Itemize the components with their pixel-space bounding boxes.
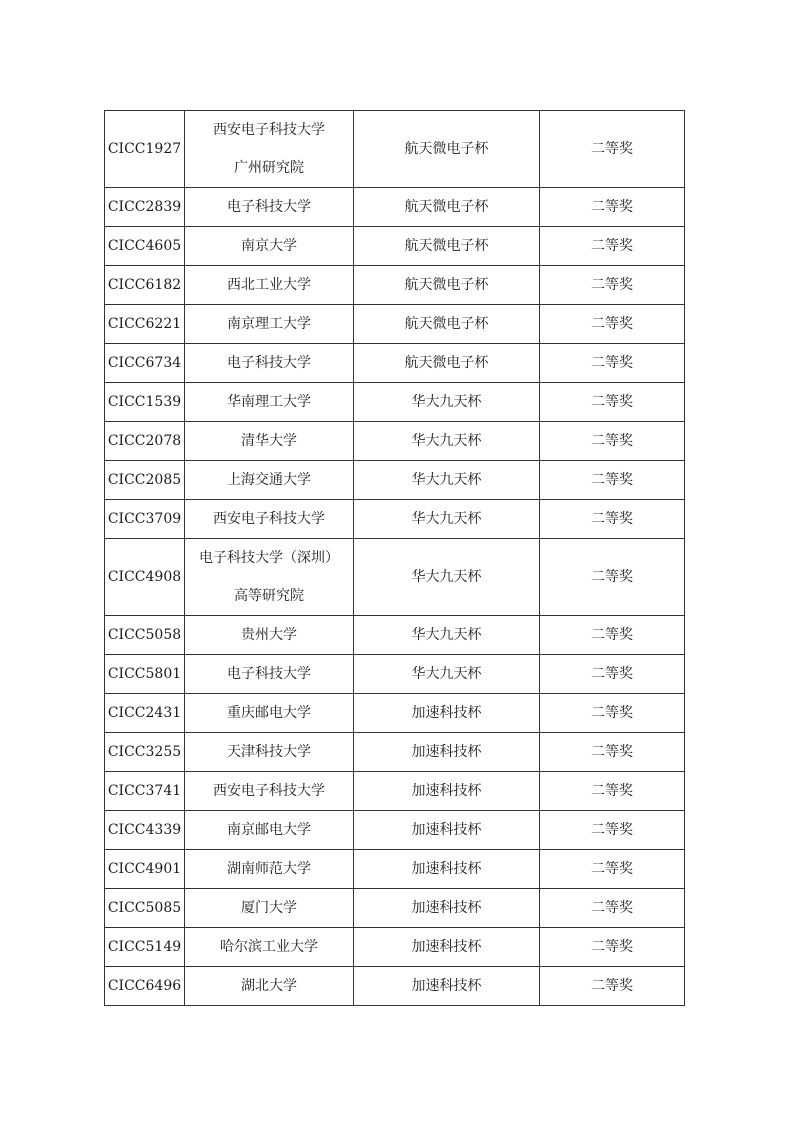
school-cell bbox=[185, 655, 354, 694]
table-row bbox=[105, 266, 685, 305]
cup-cell: 航天微电子杯 bbox=[354, 305, 540, 344]
entry-id-cell: CICC5058 bbox=[105, 616, 185, 655]
cup-cell: 航天微电子杯 bbox=[354, 227, 540, 266]
cup-cell: 航天微电子杯 bbox=[354, 266, 540, 305]
school-cell bbox=[185, 811, 354, 850]
entry-id-cell: CICC6221 bbox=[105, 305, 185, 344]
cup-cell: 加速科技杯 bbox=[354, 733, 540, 772]
school-name-line: 湖南师范大学 bbox=[227, 861, 311, 877]
prize-cell: 二等奖 bbox=[540, 733, 685, 772]
entry-id-cell: CICC2078 bbox=[105, 422, 185, 461]
school-cell bbox=[185, 344, 354, 383]
cup-cell: 华大九天杯 bbox=[354, 461, 540, 500]
cup-cell: 航天微电子杯 bbox=[354, 111, 540, 188]
awards-table bbox=[104, 110, 685, 1006]
school-name-line: 重庆邮电大学 bbox=[227, 705, 311, 721]
prize-cell: 二等奖 bbox=[540, 850, 685, 889]
cup-cell: 华大九天杯 bbox=[354, 539, 540, 616]
school-cell bbox=[185, 422, 354, 461]
prize-cell: 二等奖 bbox=[540, 227, 685, 266]
cup-cell: 加速科技杯 bbox=[354, 772, 540, 811]
school-name-line: 西北工业大学 bbox=[227, 277, 311, 293]
school-name-line: 上海交通大学 bbox=[227, 472, 311, 488]
entry-id-cell: CICC3709 bbox=[105, 500, 185, 539]
entry-id-cell: CICC3741 bbox=[105, 772, 185, 811]
entry-id-cell: CICC4908 bbox=[105, 539, 185, 616]
awards-table-body bbox=[105, 111, 685, 1006]
entry-id-cell: CICC4605 bbox=[105, 227, 185, 266]
table-row bbox=[105, 344, 685, 383]
cup-cell: 航天微电子杯 bbox=[354, 188, 540, 227]
school-name-line: 湖北大学 bbox=[241, 978, 297, 994]
school-name-line: 南京理工大学 bbox=[227, 316, 311, 332]
school-cell bbox=[185, 266, 354, 305]
prize-cell: 二等奖 bbox=[540, 266, 685, 305]
prize-cell: 二等奖 bbox=[540, 344, 685, 383]
table-row bbox=[105, 305, 685, 344]
cup-cell: 加速科技杯 bbox=[354, 694, 540, 733]
cup-cell: 加速科技杯 bbox=[354, 850, 540, 889]
entry-id-cell: CICC5801 bbox=[105, 655, 185, 694]
table-row bbox=[105, 850, 685, 889]
cup-cell: 华大九天杯 bbox=[354, 616, 540, 655]
prize-cell: 二等奖 bbox=[540, 694, 685, 733]
entry-id-cell: CICC6182 bbox=[105, 266, 185, 305]
school-name-line: 哈尔滨工业大学 bbox=[220, 939, 318, 955]
school-name-line: 华南理工大学 bbox=[227, 394, 311, 410]
table-row bbox=[105, 928, 685, 967]
school-cell bbox=[185, 539, 354, 616]
entry-id-cell: CICC1927 bbox=[105, 111, 185, 188]
school-cell bbox=[185, 111, 354, 188]
prize-cell: 二等奖 bbox=[540, 967, 685, 1006]
school-cell bbox=[185, 383, 354, 422]
table-row bbox=[105, 500, 685, 539]
prize-cell: 二等奖 bbox=[540, 188, 685, 227]
school-cell bbox=[185, 694, 354, 733]
prize-cell: 二等奖 bbox=[540, 655, 685, 694]
school-cell bbox=[185, 967, 354, 1006]
school-cell bbox=[185, 188, 354, 227]
school-cell bbox=[185, 227, 354, 266]
table-row bbox=[105, 733, 685, 772]
table-row bbox=[105, 383, 685, 422]
school-cell bbox=[185, 616, 354, 655]
school-name-line: 西安电子科技大学 bbox=[213, 511, 325, 527]
school-cell bbox=[185, 305, 354, 344]
school-name-line: 电子科技大学 bbox=[227, 666, 311, 682]
school-cell bbox=[185, 850, 354, 889]
cup-cell: 华大九天杯 bbox=[354, 500, 540, 539]
school-name-line: 南京大学 bbox=[241, 238, 297, 254]
entry-id-cell: CICC1539 bbox=[105, 383, 185, 422]
entry-id-cell: CICC3255 bbox=[105, 733, 185, 772]
cup-cell: 华大九天杯 bbox=[354, 383, 540, 422]
cup-cell: 加速科技杯 bbox=[354, 889, 540, 928]
school-cell bbox=[185, 461, 354, 500]
cup-cell: 航天微电子杯 bbox=[354, 344, 540, 383]
table-row bbox=[105, 227, 685, 266]
school-name-line: 电子科技大学 bbox=[227, 355, 311, 371]
school-name-line: 南京邮电大学 bbox=[227, 822, 311, 838]
entry-id-cell: CICC4339 bbox=[105, 811, 185, 850]
entry-id-cell: CICC2839 bbox=[105, 188, 185, 227]
school-cell bbox=[185, 733, 354, 772]
prize-cell: 二等奖 bbox=[540, 305, 685, 344]
prize-cell: 二等奖 bbox=[540, 422, 685, 461]
school-name-line: 天津科技大学 bbox=[227, 744, 311, 760]
table-row bbox=[105, 188, 685, 227]
school-name-line: 厦门大学 bbox=[241, 900, 297, 916]
cup-cell: 加速科技杯 bbox=[354, 928, 540, 967]
prize-cell: 二等奖 bbox=[540, 616, 685, 655]
entry-id-cell: CICC4901 bbox=[105, 850, 185, 889]
entry-id-cell: CICC6734 bbox=[105, 344, 185, 383]
prize-cell: 二等奖 bbox=[540, 928, 685, 967]
school-name-line: 广州研究院 bbox=[234, 160, 304, 176]
school-name-line: 贵州大学 bbox=[241, 627, 297, 643]
school-name-line: 西安电子科技大学 bbox=[213, 783, 325, 799]
school-name-line: 高等研究院 bbox=[234, 588, 304, 604]
entry-id-cell: CICC6496 bbox=[105, 967, 185, 1006]
table-row bbox=[105, 889, 685, 928]
school-cell bbox=[185, 772, 354, 811]
prize-cell: 二等奖 bbox=[540, 500, 685, 539]
prize-cell: 二等奖 bbox=[540, 111, 685, 188]
school-cell bbox=[185, 928, 354, 967]
prize-cell: 二等奖 bbox=[540, 461, 685, 500]
school-cell bbox=[185, 500, 354, 539]
cup-cell: 华大九天杯 bbox=[354, 422, 540, 461]
prize-cell: 二等奖 bbox=[540, 889, 685, 928]
table-row bbox=[105, 811, 685, 850]
table-row bbox=[105, 422, 685, 461]
entry-id-cell: CICC5149 bbox=[105, 928, 185, 967]
cup-cell: 加速科技杯 bbox=[354, 967, 540, 1006]
table-row bbox=[105, 772, 685, 811]
school-cell bbox=[185, 889, 354, 928]
entry-id-cell: CICC2085 bbox=[105, 461, 185, 500]
entry-id-cell: CICC2431 bbox=[105, 694, 185, 733]
prize-cell: 二等奖 bbox=[540, 772, 685, 811]
table-row bbox=[105, 616, 685, 655]
entry-id-cell: CICC5085 bbox=[105, 889, 185, 928]
prize-cell: 二等奖 bbox=[540, 383, 685, 422]
school-name-line: 清华大学 bbox=[241, 433, 297, 449]
school-name-line: 电子科技大学（深圳） bbox=[199, 550, 339, 566]
table-row bbox=[105, 694, 685, 733]
prize-cell: 二等奖 bbox=[540, 539, 685, 616]
school-name-line: 西安电子科技大学 bbox=[213, 122, 325, 138]
table-row bbox=[105, 655, 685, 694]
table-row bbox=[105, 461, 685, 500]
cup-cell: 加速科技杯 bbox=[354, 811, 540, 850]
cup-cell: 华大九天杯 bbox=[354, 655, 540, 694]
prize-cell: 二等奖 bbox=[540, 811, 685, 850]
school-name-line: 电子科技大学 bbox=[227, 199, 311, 215]
table-row bbox=[105, 111, 685, 188]
table-row bbox=[105, 539, 685, 616]
table-row bbox=[105, 967, 685, 1006]
